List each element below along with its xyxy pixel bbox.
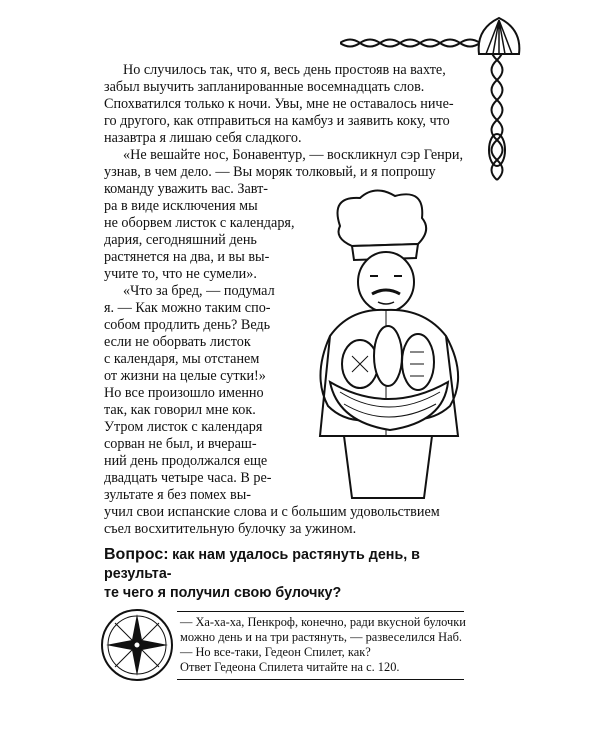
text-line: сорван не был, и вчераш- <box>104 436 257 452</box>
text-line: с календаря, мы отстанем <box>104 351 260 367</box>
text-line: ра в виде исключения мы <box>104 198 258 214</box>
rope-knot-icon <box>486 40 508 190</box>
text-line: так, как говорил мне кок. <box>104 402 256 418</box>
chef-illustration <box>300 186 476 502</box>
text-line: дария, сегодняшний день <box>104 232 257 248</box>
text-line: зультате я без помех вы- <box>104 487 251 503</box>
text-line: двадцать четыре часа. В ре- <box>104 470 272 486</box>
compass-rose-icon <box>100 608 174 682</box>
text-line: «Что за бред, — подумал <box>123 283 275 299</box>
text-line: от жизни на целые сутки!» <box>104 368 266 384</box>
text-line: команду уважить вас. Завт- <box>104 181 269 197</box>
question-label: Вопрос: <box>104 546 169 563</box>
note-line: — Но все-таки, Гедеон Спилет, как? <box>180 645 371 659</box>
text-line: го другого, как отправиться на камбуз и заявить коку, что <box>104 113 450 129</box>
question-text-line-1: как нам удалось растянуть день, в результа- <box>104 547 420 582</box>
text-line: учите то, что не сумели». <box>104 266 257 282</box>
text-line: забыл выучить запланированные восемнадцать слов. <box>104 79 425 95</box>
seashell-icon <box>474 14 524 58</box>
text-line: Но случилось так, что я, весь день простояв на вахте, <box>123 62 446 78</box>
question-block <box>104 545 484 603</box>
text-line: собом продлить день? Ведь <box>104 317 271 333</box>
text-line: узнав, в чем дело. — Вы моряк толковый, и я попрошу <box>104 164 436 180</box>
text-line: не оборвем листок с календаря, <box>104 215 295 231</box>
text-line: я. — Как можно таким спо- <box>104 300 271 316</box>
note-line: можно день и на три растянуть, — развеселился Наб. <box>180 630 463 644</box>
text-line: съел восхитительную булочку за ужином. <box>104 521 357 537</box>
text-line: растянется на два, и вы вы- <box>104 249 270 265</box>
text-line: назавтра я лишаю себя сладкого. <box>104 130 302 146</box>
text-line: ний день продолжался еще <box>104 453 268 469</box>
text-line: учил свои испанские слова и с большим удовольствием <box>104 504 440 520</box>
text-line: «Не вешайте нос, Бонавентур, — воскликнул сэр Генри, <box>123 147 463 163</box>
note-line: Ответ Гедеона Спилета читайте на с. 120. <box>180 660 400 674</box>
text-line: Спохватился только к ночи. Увы, мне не оставалось ниче- <box>104 96 454 112</box>
text-line: Но все произошло именно <box>104 385 264 401</box>
text-line: если не оборвать листок <box>104 334 251 350</box>
text-line: Утром листок с календаря <box>104 419 263 435</box>
divider-top <box>177 611 464 612</box>
note-line: — Ха-ха-ха, Пенкроф, конечно, ради вкусной булочки <box>180 615 466 629</box>
question-text-line-2: те чего я получил свою булочку? <box>104 585 342 601</box>
divider-bottom <box>177 679 464 680</box>
